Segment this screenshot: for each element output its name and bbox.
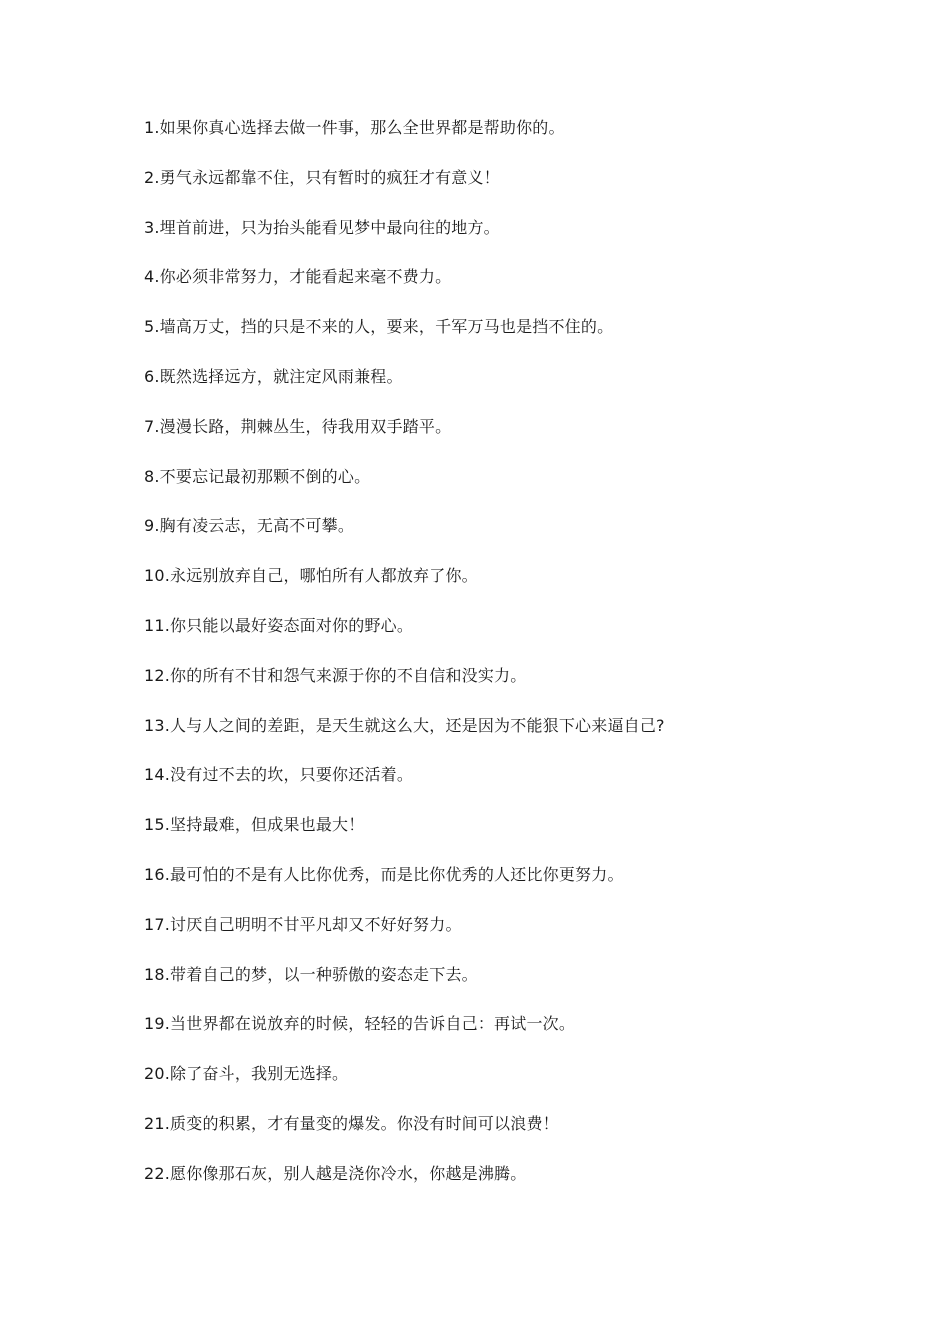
- quote-item: 4.你必须非常努力，才能看起来毫不费力。: [144, 267, 452, 287]
- quote-item: 22.愿你像那石灰，别人越是浇你冷水，你越是沸腾。: [144, 1163, 527, 1183]
- quote-list: [144, 112, 904, 1208]
- quote-item: 17.讨厌自己明明不甘平凡却又不好好努力。: [144, 914, 462, 934]
- quote-item: 7.漫漫长路，荆棘丛生，待我用双手踏平。: [144, 416, 452, 436]
- quote-item: 19.当世界都在说放弃的时候，轻轻的告诉自己：再试一次。: [144, 1014, 576, 1034]
- quote-item: 8.不要忘记最初那颗不倒的心。: [144, 466, 371, 486]
- quote-item: 3.埋首前进，只为抬头能看见梦中最向往的地方。: [144, 217, 500, 237]
- quote-item: 14.没有过不去的坎，只要你还活着。: [144, 765, 414, 785]
- quote-item: 15.坚持最难，但成果也最大！: [144, 815, 365, 835]
- quote-item: 11.你只能以最好姿态面对你的野心。: [144, 615, 414, 635]
- quote-item: 9.胸有凌云志，无高不可攀。: [144, 516, 355, 536]
- quote-item: 5.墙高万丈，挡的只是不来的人，要来，千军万马也是挡不住的。: [144, 317, 614, 337]
- quote-item: 6.既然选择远方，就注定风雨兼程。: [144, 366, 403, 386]
- quote-item: 1.如果你真心选择去做一件事，那么全世界都是帮助你的。: [144, 118, 565, 137]
- quote-item: 18.带着自己的梦，以一种骄傲的姿态走下去。: [144, 964, 478, 984]
- quote-item: 12.你的所有不甘和怨气来源于你的不自信和没实力。: [144, 665, 527, 685]
- quote-item: 21.质变的积累，才有量变的爆发。你没有时间可以浪费！: [144, 1113, 559, 1133]
- quote-item: 10.永远别放弃自己，哪怕所有人都放弃了你。: [144, 566, 478, 586]
- quote-item: 16.最可怕的不是有人比你优秀，而是比你优秀的人还比你更努力。: [144, 864, 624, 884]
- quote-item: 13.人与人之间的差距，是天生就这么大，还是因为不能狠下心来逼自己?: [144, 715, 665, 735]
- quote-item: 2.勇气永远都靠不住，只有暂时的疯狂才有意义！: [144, 167, 500, 187]
- quote-item: 20.除了奋斗，我别无选择。: [144, 1064, 349, 1084]
